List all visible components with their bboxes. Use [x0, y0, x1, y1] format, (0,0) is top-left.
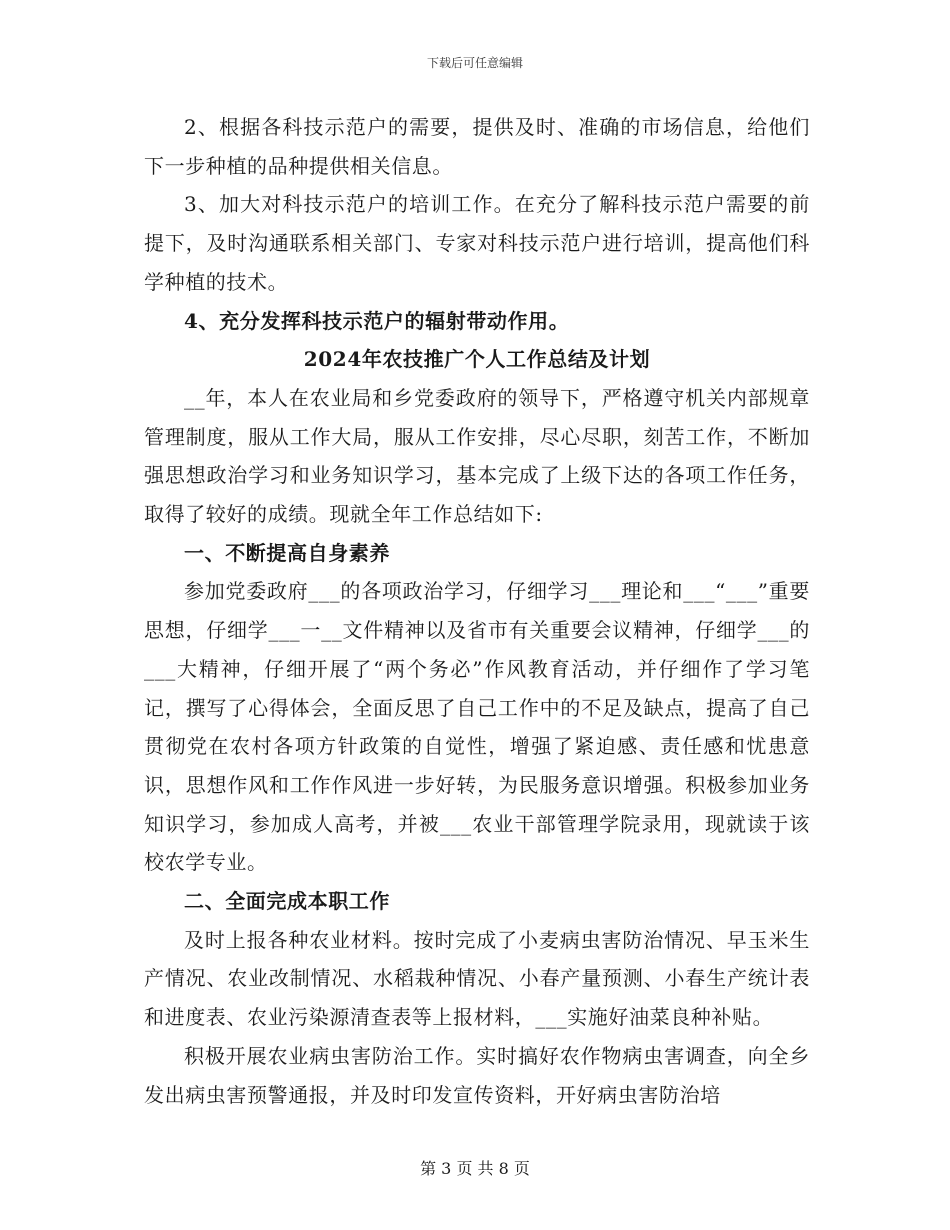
paragraph-4: 4、充分发挥科技示范户的辐射带动作用。: [184, 308, 570, 333]
paragraph-3: 3、加大对科技示范户的培训工作。在充分了解科技示范户需要的前提下，及时沟通联系相关部门、专家对科技示范户进行培训，提高他们科学种植的技术。: [144, 192, 810, 294]
document-title: 2024年农技推广个人工作总结及计划: [303, 347, 651, 372]
section-1-paragraph: 参加党委政府___的各项政治学习，仔细学习___理论和___“___”重要思想，仔细学___一__文件精神以及省市有关重要会议精神，仔细学___的___大精神，仔细开展了“两个务必”作风教育活动，并仔细作了学习笔记，撰写了心得体会，全面反思了自己工作中的不足及缺点，提高了自己贯彻党在农村各项方针政策的自觉性，增强了紧迫感、责任感和忧患意识，思想作风和工作作风进一步好转，为民服务意识增强。积极参加业务知识学习，参加成人高考，并被___农业干部管理学院录用，现就读于该校农学专业。: [144, 579, 810, 875]
intro-paragraph: __年，本人在农业局和乡党委政府的领导下，严格遵守机关内部规章管理制度，服从工作大局，服从工作安排，尽心尽职，刻苦工作，不断加强思想政治学习和业务知识学习，基本完成了上级下达的各项工作任务，取得了较好的成绩。现就全年工作总结如下:: [144, 385, 810, 527]
paragraph-2: 2、根据各科技示范户的需要，提供及时、准确的市场信息，给他们下一步种植的品种提供相关信息。: [144, 115, 810, 178]
page-number: 第 3 页 共 8 页: [420, 1159, 530, 1178]
document-body: [144, 108, 810, 1114]
header-note: 下载后可任意编辑: [426, 56, 523, 70]
section-heading-1: 一、不断提高自身素养: [184, 540, 390, 565]
section-2-paragraph-2: 积极开展农业病虫害防治工作。实时搞好农作物病虫害调查，向全乡发出病虫害预警通报，并及时印发宣传资料，开好病虫害防治培: [144, 1043, 810, 1107]
section-2-paragraph-1: 及时上报各种农业材料。按时完成了小麦病虫害防治情况、早玉米生产情况、农业改制情况、水稻栽种情况、小春产量预测、小春生产统计表和进度表、农业污染源清查表等上报材料，___实施好油菜良种补贴。: [144, 927, 810, 1030]
section-heading-2: 二、全面完成本职工作: [184, 889, 390, 914]
